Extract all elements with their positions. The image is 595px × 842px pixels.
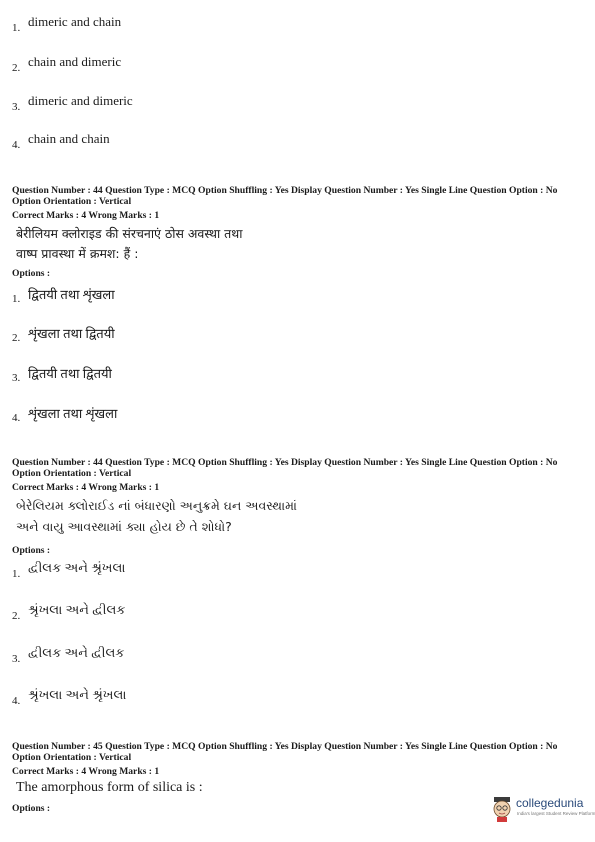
option-text: chain and dimeric xyxy=(28,54,122,69)
option-text: द्वितयी तथा शृंखला xyxy=(28,287,115,302)
option-number: 4. xyxy=(12,139,21,151)
option-text: શ્રૃંખલા અને શ્રૃંખલા xyxy=(28,687,127,702)
option-number: 3. xyxy=(12,653,21,665)
question-header: Question Number : 44 Question Type : MCQ Option Shuffling : Yes Display Question Number : Yes Single Line Question Option : No Option Orientation : Vertical xyxy=(12,457,558,479)
option-text: chain and chain xyxy=(28,131,110,146)
option-text: शृंखला तथा शृंखला xyxy=(28,406,118,421)
option-number: 2. xyxy=(12,610,21,622)
options-label: Options : xyxy=(12,268,51,279)
options-label: Options : xyxy=(12,803,51,814)
option-text: દ્વીલક અને શ્રૃંખલા xyxy=(28,560,126,575)
option-number: 4. xyxy=(12,695,21,707)
option-text: द्वितयी तथा द्वितयी xyxy=(28,366,112,381)
option-number: 3. xyxy=(12,372,21,384)
question-header: Question Number : 44 Question Type : MCQ Option Shuffling : Yes Display Question Number : Yes Single Line Question Option : No Option Orientation : Vertical xyxy=(12,185,558,207)
options-label: Options : xyxy=(12,545,51,556)
option-text: દ્વીલક અને દ્વીલક xyxy=(28,645,125,660)
marks-info: Correct Marks : 4 Wrong Marks : 1 xyxy=(12,482,160,493)
brand-name: collegedunia xyxy=(516,796,584,810)
collegedunia-logo xyxy=(490,795,595,825)
marks-info: Correct Marks : 4 Wrong Marks : 1 xyxy=(12,210,160,221)
option-number: 1. xyxy=(12,22,21,34)
brand-tagline: India's largest Student Review Platform xyxy=(517,811,595,816)
question-header: Question Number : 45 Question Type : MCQ Option Shuffling : Yes Display Question Number : Yes Single Line Question Option : No Option Orientation : Vertical xyxy=(12,741,558,763)
question-text-line: બેરેલિયમ ક્લોરાઈડ નાં બંધારણો અનુક્રમે ઘન અવસ્થામાં xyxy=(16,498,297,513)
question-text-line: बेरीलियम क्लोराइड की संरचनाएं ठोस अवस्था तथा xyxy=(16,226,243,241)
option-number: 2. xyxy=(12,62,21,74)
option-number: 2. xyxy=(12,332,21,344)
marks-info: Correct Marks : 4 Wrong Marks : 1 xyxy=(12,766,160,777)
option-text: શ્રૃંખલા અને દ્વીલક xyxy=(28,602,126,617)
option-number: 1. xyxy=(12,293,21,305)
question-text-line: वाष्प प्रावस्था में क्रमश: हैं : xyxy=(16,246,139,261)
question-text: The amorphous form of silica is : xyxy=(16,780,203,795)
mascot-icon xyxy=(490,795,514,823)
option-number: 4. xyxy=(12,412,21,424)
option-text: dimeric and chain xyxy=(28,14,122,29)
option-text: dimeric and dimeric xyxy=(28,93,133,108)
option-number: 1. xyxy=(12,568,21,580)
option-text: शृंखला तथा द्वितयी xyxy=(28,326,115,341)
option-number: 3. xyxy=(12,101,21,113)
question-text-line: અને વાયુ આવસ્થામાં ક્યા હોય છે તે શોધો? xyxy=(16,519,232,534)
